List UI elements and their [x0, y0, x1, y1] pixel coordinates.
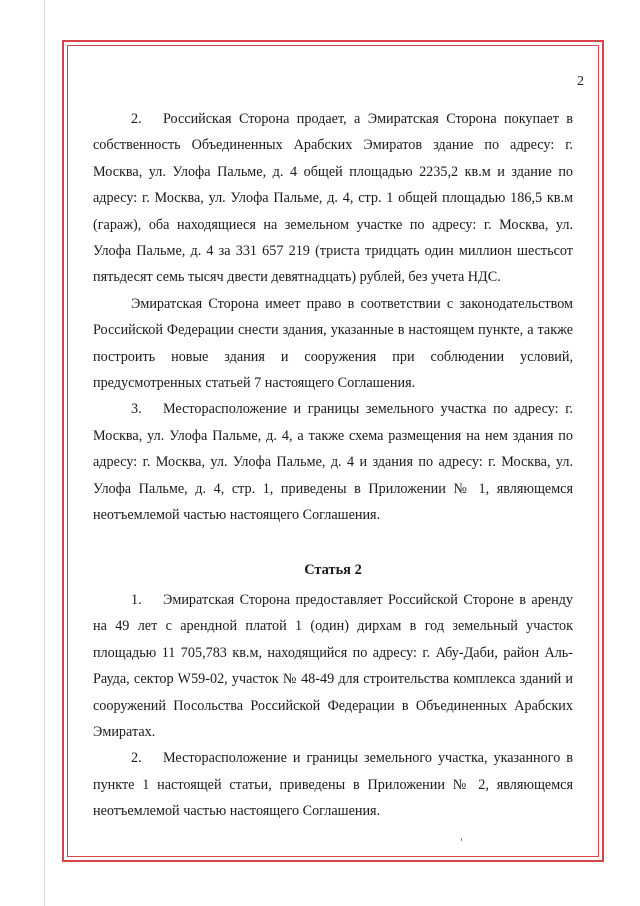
- paragraph-number: 1.: [131, 591, 142, 608]
- section-spacer: [93, 529, 573, 555]
- article-heading: Статья 2: [304, 561, 362, 578]
- paragraph-demolition-right: [93, 291, 573, 397]
- paragraph-item-2: [93, 106, 573, 291]
- document-body: [93, 106, 573, 825]
- paragraph-text: Российская Сторона продает, а Эмиратская Сторона покупает в собственность Объединенных Арабских Эмиратов здание по адресу: г. Москва, ул. Улофа Пальме, д. 4 общей площадью 2235,2 кв.м и здание по адресу: г. Москва, ул. Улофа Пальме, д. 4, стр. 1 общей площадью 186,5 кв.м (гараж), оба находящиеся на земельном участке по адресу: г. Москва, ул. Улофа Пальме, д. 4 за 331 657 219 (триста тридцать один миллион шестьсот пятьдесят семь тысяч двести девятнадцать) рублей, без учета НДС.: [93, 111, 573, 286]
- paragraph-text: Месторасположение и границы земельного участка по адресу: г. Москва, ул. Улофа Пальме, д. 4, а также схема размещения на нем здания по адресу: г. Москва, ул. Улофа Пальме, д. 4 и здания по адресу: г. Москва, ул. Улофа Пальме, д. 4, стр. 1, приведены в Приложении № 1, являющемся неотъемлемой частью настоящего Соглашения.: [93, 401, 573, 524]
- paragraph-item-3: [93, 396, 573, 528]
- paragraph-number: 2.: [131, 111, 142, 127]
- paragraph-number: 2.: [131, 750, 142, 767]
- page-number: 2: [577, 74, 584, 89]
- scan-edge-line: [44, 0, 45, 906]
- paragraph-text: Эмиратская Сторона предоставляет Российской Стороне в аренду на 49 лет с арендной платой 1 (один) дирхам в год земельный участок площадью 11 705,783 кв.м, находящийся по адресу: г. Абу-Даби, район Аль-Рауда, сектор W59-02, участок № 48-49 для строительства комплекса зданий и сооружений Посольства Российской Федерации в Объединенных Арабских Эмиратах.: [93, 591, 573, 740]
- scan-speck: [461, 838, 462, 841]
- paragraph-text: Месторасположение и границы земельного участка, указанного в пункте 1 настоящей статьи, приведены в Приложении № 2, являющемся неотъемлемой частью настоящего Соглашения.: [93, 750, 573, 820]
- article-2-item-2: [93, 745, 573, 824]
- article-2-item-1: [93, 587, 573, 745]
- paragraph-text: Эмиратская Сторона имеет право в соответствии с законодательством Российской Федерации снести здания, указанные в настоящем пункте, а также построить новые здания и сооружения при соблюдении условий, предусмотренных статьей 7 настоящего Соглашения.: [93, 295, 573, 392]
- paragraph-number: 3.: [131, 401, 142, 418]
